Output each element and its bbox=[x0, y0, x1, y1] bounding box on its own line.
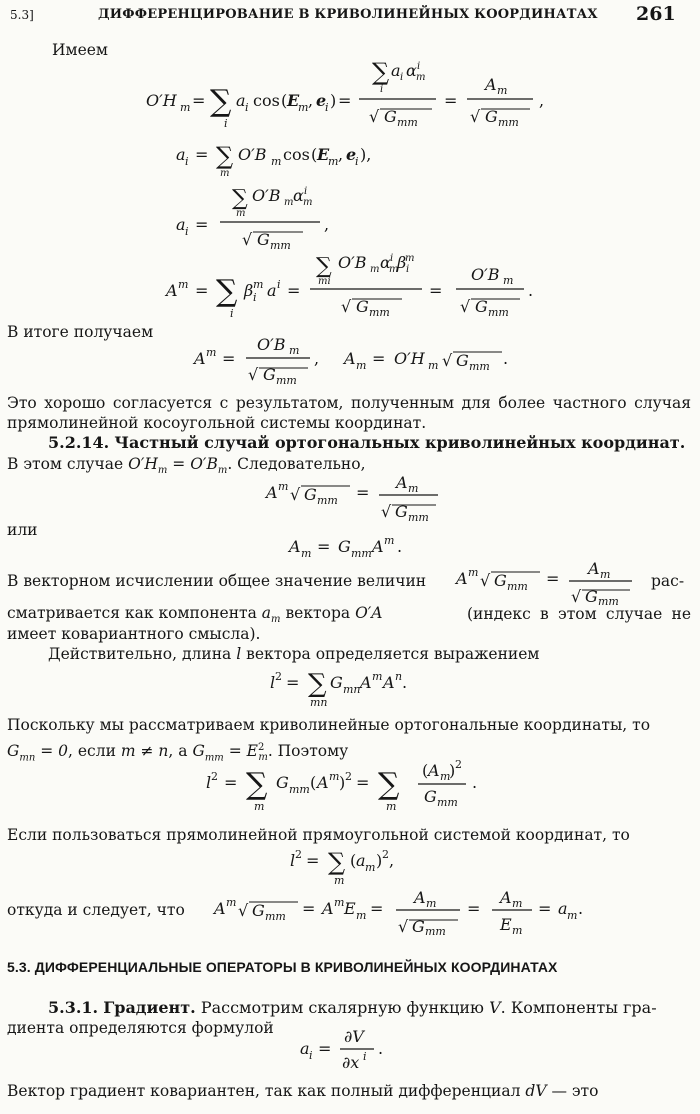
svg-text:i: i bbox=[185, 225, 189, 238]
svg-text:mm: mm bbox=[351, 547, 372, 560]
paragraph-eto-horosho: Это хорошо согласуется с результатом, полученным для более частного случая прямолинейной косоугольной системы координат. bbox=[7, 394, 691, 432]
svg-text:∑: ∑ bbox=[210, 84, 232, 119]
svg-text:=: = bbox=[224, 773, 238, 792]
svg-text:i: i bbox=[230, 307, 234, 320]
svg-text:m: m bbox=[386, 800, 397, 813]
svg-text:,: , bbox=[324, 215, 330, 234]
svg-text:√: √ bbox=[460, 297, 471, 316]
svg-text:A: A bbox=[500, 888, 512, 907]
svg-text:mm: mm bbox=[397, 116, 418, 129]
svg-text:m: m bbox=[356, 359, 367, 372]
svg-text:A: A bbox=[360, 673, 372, 692]
svg-text:mm: mm bbox=[488, 306, 509, 319]
svg-text:E: E bbox=[317, 145, 330, 164]
svg-text:e: e bbox=[316, 91, 327, 110]
inline-equation-vektornom bbox=[452, 556, 648, 606]
svg-text:,: , bbox=[539, 91, 545, 110]
svg-text:2: 2 bbox=[455, 758, 462, 771]
svg-text:m: m bbox=[405, 253, 415, 264]
text-v-vektornom: В векторном исчислении общее значение величин bbox=[7, 572, 427, 590]
svg-text:mm: mm bbox=[270, 239, 291, 252]
svg-text:i: i bbox=[309, 1049, 313, 1062]
svg-text:m: m bbox=[334, 874, 345, 887]
svg-text:G: G bbox=[356, 297, 369, 316]
svg-text:mm: mm bbox=[317, 494, 338, 507]
svg-text:cos: cos bbox=[283, 145, 310, 164]
svg-text:l: l bbox=[206, 773, 212, 792]
svg-text:A: A bbox=[322, 899, 334, 918]
text-vektor-gradient: Вектор градиент ковариантен, так как полный дифференциал bbox=[7, 1082, 521, 1100]
svg-text:A: A bbox=[383, 673, 395, 692]
equation-l-squared bbox=[262, 662, 422, 710]
svg-text:a: a bbox=[176, 215, 186, 234]
svg-text:m: m bbox=[468, 566, 479, 579]
svg-text:,: , bbox=[314, 349, 320, 368]
svg-text:m: m bbox=[408, 482, 419, 495]
text-eto: — это bbox=[551, 1082, 599, 1100]
text-vektora-opr: вектора определяется выражением bbox=[246, 645, 540, 663]
svg-text:A: A bbox=[289, 537, 301, 556]
svg-text:∑: ∑ bbox=[372, 58, 390, 86]
svg-text:=: = bbox=[338, 91, 352, 110]
text-vektor-gradient-line: Вектор градиент ковариантен, так как полный дифференциал dV — это bbox=[7, 1082, 599, 1100]
equation-result bbox=[190, 338, 520, 388]
section-heading-5-3: 5.3. ДИФФЕРЕНЦИАЛЬНЫЕ ОПЕРАТОРЫ В КРИВОЛИНЕЙНЫХ КООРДИНАТАХ bbox=[7, 959, 558, 975]
svg-text:m: m bbox=[278, 480, 289, 493]
svg-text:G: G bbox=[304, 485, 317, 504]
svg-text:m: m bbox=[254, 800, 265, 813]
svg-text:G: G bbox=[330, 673, 343, 692]
text-a: , а bbox=[168, 742, 188, 761]
svg-text:=: = bbox=[318, 1039, 332, 1058]
svg-text:mm: mm bbox=[276, 374, 297, 387]
svg-text:E: E bbox=[344, 899, 356, 918]
equation-amgmm bbox=[262, 474, 452, 524]
subsection-heading-5-3-1-line: 5.3.1. Градиент. Рассмотрим скалярную функцию V. Компоненты гра- bbox=[48, 998, 657, 1017]
svg-text:=: = bbox=[195, 145, 209, 164]
svg-text:,: , bbox=[308, 91, 314, 110]
svg-text:α: α bbox=[293, 186, 304, 205]
text-deystvitelno-line: Действительно, длина l вектора определяется выражением bbox=[48, 645, 540, 663]
svg-text:A: A bbox=[317, 773, 329, 792]
text-ili: или bbox=[7, 521, 38, 539]
subsection-number: 5.2.14. bbox=[48, 433, 110, 452]
svg-text:m: m bbox=[329, 770, 340, 783]
svg-text:.: . bbox=[578, 899, 584, 918]
svg-text:=: = bbox=[302, 899, 316, 918]
svg-text:α: α bbox=[380, 253, 391, 272]
svg-text:∑: ∑ bbox=[216, 142, 234, 170]
svg-text:cos: cos bbox=[253, 91, 280, 110]
svg-text:=: = bbox=[317, 537, 331, 556]
svg-text:m: m bbox=[416, 72, 426, 83]
subsection-title: Частный случай ортогональных криволинейных координат. bbox=[114, 433, 686, 452]
svg-text:.: . bbox=[472, 773, 478, 792]
svg-text:E: E bbox=[287, 91, 300, 110]
svg-text:G: G bbox=[424, 787, 437, 806]
svg-text:m: m bbox=[180, 101, 191, 114]
svg-text:=: = bbox=[429, 281, 443, 300]
svg-text:a: a bbox=[176, 145, 186, 164]
svg-text:): ) bbox=[339, 773, 346, 792]
svg-text:A: A bbox=[396, 474, 408, 492]
header-section-ref: 5.3] bbox=[10, 8, 34, 22]
svg-text:O′B: O′B bbox=[471, 265, 500, 284]
equation-l-squared-sum bbox=[200, 758, 500, 818]
svg-text:=: = bbox=[372, 349, 386, 368]
svg-text:m: m bbox=[426, 897, 437, 910]
text-v-itoge: В итоге получаем bbox=[7, 323, 154, 341]
text-imeem: Имеем bbox=[52, 41, 108, 59]
svg-text:∑: ∑ bbox=[232, 186, 248, 211]
svg-text:√: √ bbox=[480, 571, 491, 590]
svg-text:A: A bbox=[456, 569, 468, 588]
svg-text:=: = bbox=[195, 281, 209, 300]
text-v-etom-sluchae: В этом случае bbox=[7, 455, 124, 473]
svg-text:m: m bbox=[284, 197, 294, 208]
svg-text:m: m bbox=[226, 896, 237, 909]
svg-text:a: a bbox=[558, 899, 568, 918]
svg-text:(: ( bbox=[350, 851, 357, 870]
svg-text:m: m bbox=[334, 896, 345, 909]
svg-text:i: i bbox=[417, 61, 421, 72]
svg-text:=: = bbox=[444, 91, 458, 110]
svg-text:.: . bbox=[503, 349, 509, 368]
svg-text:√: √ bbox=[238, 901, 249, 920]
svg-text:a: a bbox=[356, 851, 366, 870]
svg-text:mm: mm bbox=[425, 925, 446, 936]
svg-text:A: A bbox=[428, 761, 440, 780]
svg-text:m: m bbox=[497, 84, 508, 97]
svg-text:m: m bbox=[384, 534, 395, 547]
equation-final bbox=[210, 884, 590, 936]
svg-text:m: m bbox=[428, 359, 439, 372]
svg-text:i: i bbox=[253, 291, 257, 304]
svg-text:G: G bbox=[456, 351, 469, 370]
equation-block-components bbox=[140, 58, 600, 320]
svg-text:i: i bbox=[304, 186, 308, 197]
text-rassmotrim: Рассмотрим скалярную функцию bbox=[200, 998, 484, 1017]
svg-text:i: i bbox=[224, 117, 228, 130]
svg-text:∑: ∑ bbox=[378, 767, 400, 802]
text-deystvitelno: Действительно, длина bbox=[48, 645, 232, 663]
svg-text:m: m bbox=[503, 274, 514, 287]
svg-text:m: m bbox=[271, 155, 282, 168]
svg-text:=: = bbox=[222, 349, 236, 368]
svg-text:m: m bbox=[600, 568, 611, 581]
svg-text:E: E bbox=[500, 915, 512, 934]
text-indeks: (индекс в этом случае не имеет ковариантного смысла). bbox=[7, 605, 691, 643]
svg-text:m: m bbox=[567, 909, 578, 922]
svg-text:=: = bbox=[356, 483, 370, 502]
svg-text:m: m bbox=[370, 264, 380, 275]
subsection-heading-5-2-14 bbox=[48, 433, 685, 452]
svg-text:G: G bbox=[384, 107, 397, 126]
svg-text:√: √ bbox=[442, 351, 453, 370]
svg-text:i: i bbox=[400, 72, 404, 83]
svg-text:m: m bbox=[289, 344, 300, 357]
svg-text:2: 2 bbox=[211, 770, 218, 783]
svg-text:mn: mn bbox=[310, 696, 328, 709]
svg-text:mm: mm bbox=[437, 796, 458, 809]
subsection-5-3-1-title: Градиент. bbox=[103, 998, 196, 1017]
svg-text:mm: mm bbox=[265, 910, 286, 923]
svg-text:∑: ∑ bbox=[328, 848, 346, 876]
svg-text:=: = bbox=[356, 773, 370, 792]
svg-text:G: G bbox=[475, 297, 488, 316]
svg-text:∑: ∑ bbox=[216, 274, 238, 309]
svg-text:G: G bbox=[276, 773, 289, 792]
page-number: 261 bbox=[636, 3, 676, 25]
svg-text:G: G bbox=[485, 107, 498, 126]
svg-text:n: n bbox=[395, 670, 403, 683]
svg-text:m: m bbox=[512, 897, 523, 910]
svg-text:√: √ bbox=[290, 485, 301, 504]
svg-text:i: i bbox=[325, 101, 329, 114]
text-vektora: вектора bbox=[285, 604, 351, 622]
svg-text:.: . bbox=[528, 281, 534, 300]
svg-text:O′H: O′H bbox=[394, 349, 425, 368]
svg-text:β: β bbox=[397, 253, 407, 272]
text-esli-polzovatsya: Если пользоваться прямолинейной прямоугольной системой координат, то bbox=[7, 826, 630, 844]
svg-text:l: l bbox=[290, 851, 296, 870]
svg-text:): ) bbox=[330, 91, 337, 110]
svg-text:=: = bbox=[467, 899, 481, 918]
svg-text:m: m bbox=[372, 670, 383, 683]
svg-text:O′B: O′B bbox=[252, 186, 281, 205]
svg-text:=: = bbox=[286, 673, 300, 692]
svg-text:): ) bbox=[449, 761, 456, 780]
svg-text:2: 2 bbox=[295, 848, 302, 861]
inline-eq-oh: O′H bbox=[128, 455, 158, 473]
svg-text:G: G bbox=[585, 587, 598, 606]
text-v-etom-sluchae-line: В этом случае $O'H_m = O'B_m$. Следовательно, bbox=[7, 455, 366, 477]
svg-text:A: A bbox=[214, 899, 226, 918]
svg-text:G: G bbox=[494, 571, 507, 590]
svg-text:√: √ bbox=[470, 107, 481, 126]
svg-text:mm: mm bbox=[507, 580, 528, 593]
subsection-5-3-1-number: 5.3.1. bbox=[48, 998, 99, 1017]
svg-text:O′B: O′B bbox=[338, 253, 367, 272]
svg-text:(: ( bbox=[281, 91, 288, 110]
svg-text:A: A bbox=[166, 281, 178, 300]
svg-text:m: m bbox=[365, 861, 376, 874]
text-esli: , если bbox=[68, 742, 116, 761]
svg-text:m: m bbox=[220, 168, 230, 179]
svg-text:(: ( bbox=[311, 145, 318, 164]
svg-text:,: , bbox=[389, 851, 395, 870]
svg-text:a: a bbox=[391, 61, 401, 80]
text-smatrivaetsya: сматривается как компонента bbox=[7, 604, 257, 622]
svg-text:O′H: O′H bbox=[146, 91, 177, 110]
svg-text:a: a bbox=[236, 91, 246, 110]
svg-text:): ) bbox=[376, 851, 383, 870]
text-gmn-line: $G_{mn} = 0$, если m ≠ n, а $G_{mm} = E^2_m$. Поэтому bbox=[7, 742, 349, 764]
svg-text:√: √ bbox=[248, 365, 259, 384]
svg-text:i: i bbox=[355, 155, 359, 168]
svg-text:=: = bbox=[192, 91, 206, 110]
svg-text:=: = bbox=[306, 851, 320, 870]
svg-text:m: m bbox=[389, 264, 399, 275]
svg-text:(: ( bbox=[310, 773, 317, 792]
text-poetomu: . Поэтому bbox=[267, 742, 349, 761]
svg-text:2: 2 bbox=[345, 770, 352, 783]
svg-text:m: m bbox=[253, 278, 264, 291]
svg-text:A: A bbox=[485, 75, 497, 94]
svg-text:=: = bbox=[546, 569, 560, 588]
svg-text:m: m bbox=[178, 278, 189, 291]
svg-text:m: m bbox=[512, 924, 523, 936]
svg-text:mm: mm bbox=[408, 511, 429, 524]
svg-text:mm: mm bbox=[469, 360, 490, 373]
svg-text:m: m bbox=[236, 208, 246, 219]
svg-text:i: i bbox=[277, 278, 281, 291]
svg-text:mm: mm bbox=[598, 595, 619, 606]
svg-text:a: a bbox=[267, 281, 277, 300]
svg-text:,: , bbox=[338, 145, 344, 164]
svg-text:mn: mn bbox=[343, 683, 361, 696]
svg-text:=: = bbox=[538, 899, 552, 918]
svg-text:√: √ bbox=[381, 502, 392, 521]
svg-text:=: = bbox=[370, 899, 384, 918]
svg-text:√: √ bbox=[341, 297, 352, 316]
svg-text:i: i bbox=[245, 101, 249, 114]
text-poskolku: Поскольку мы рассматриваем криволинейные ортогональные координаты, то bbox=[7, 716, 651, 734]
svg-text:G: G bbox=[412, 917, 425, 936]
text-sledovatelno: . Следовательно, bbox=[227, 455, 366, 473]
svg-text:i: i bbox=[380, 84, 384, 95]
svg-text:.: . bbox=[378, 1039, 384, 1058]
svg-text:∂x: ∂x bbox=[342, 1053, 360, 1072]
svg-text:m: m bbox=[356, 909, 367, 922]
text-smatrivaetsya-line: сматривается как компонента $a_m$ вектора O′A bbox=[7, 604, 383, 626]
svg-text:m: m bbox=[440, 770, 451, 783]
svg-text:∑: ∑ bbox=[308, 669, 327, 699]
svg-text:(: ( bbox=[422, 761, 429, 780]
svg-text:A: A bbox=[588, 559, 600, 578]
svg-text:mi: mi bbox=[318, 276, 331, 287]
svg-text:A: A bbox=[194, 349, 206, 368]
svg-text:∑: ∑ bbox=[246, 767, 268, 802]
svg-text:m: m bbox=[298, 101, 309, 114]
svg-text:α: α bbox=[406, 61, 417, 80]
svg-text:mm: mm bbox=[369, 306, 390, 319]
svg-text:2: 2 bbox=[275, 670, 282, 683]
svg-text:m: m bbox=[328, 155, 339, 168]
svg-text:√: √ bbox=[571, 587, 582, 606]
svg-text:i: i bbox=[185, 155, 189, 168]
text-dienta: диента определяются формулой bbox=[7, 1019, 274, 1037]
svg-text:√: √ bbox=[398, 917, 409, 936]
svg-text:.: . bbox=[397, 537, 403, 556]
svg-text:O′B: O′B bbox=[238, 145, 267, 164]
svg-text:e: e bbox=[346, 145, 357, 164]
svg-text:G: G bbox=[257, 230, 270, 249]
svg-text:i: i bbox=[390, 253, 394, 264]
svg-text:a: a bbox=[300, 1039, 310, 1058]
svg-text:∑: ∑ bbox=[316, 254, 332, 279]
inline-eq-ob: = O′B bbox=[167, 455, 218, 473]
svg-text:),: ), bbox=[360, 145, 372, 164]
svg-text:G: G bbox=[263, 365, 276, 384]
svg-text:G: G bbox=[338, 537, 351, 556]
svg-text:A: A bbox=[344, 349, 356, 368]
equation-am-gmm-am bbox=[285, 530, 425, 562]
svg-text:mm: mm bbox=[498, 116, 519, 129]
svg-text:i: i bbox=[406, 264, 410, 275]
svg-text:√: √ bbox=[242, 230, 253, 249]
svg-text:m: m bbox=[301, 547, 312, 560]
equation-gradient bbox=[296, 1026, 396, 1076]
svg-text:mm: mm bbox=[289, 783, 310, 796]
svg-text:.: . bbox=[402, 673, 408, 692]
text-ras: рас- bbox=[651, 572, 685, 590]
svg-text:O′B: O′B bbox=[257, 338, 286, 354]
svg-text:l: l bbox=[270, 673, 276, 692]
svg-text:G: G bbox=[395, 502, 408, 521]
svg-text:m: m bbox=[303, 197, 313, 208]
svg-text:√: √ bbox=[369, 107, 380, 126]
svg-text:i: i bbox=[363, 1050, 367, 1063]
svg-text:=: = bbox=[195, 215, 209, 234]
text-komponenty: . Компоненты гра- bbox=[500, 998, 657, 1017]
header-chapter-title: ДИФФЕРЕНЦИРОВАНИЕ В КРИВОЛИНЕЙНЫХ КООРДИНАТАХ bbox=[98, 7, 598, 22]
svg-text:2: 2 bbox=[382, 848, 389, 861]
svg-text:∂V: ∂V bbox=[344, 1027, 364, 1046]
text-otkuda: откуда и следует, что bbox=[7, 901, 185, 919]
svg-text:A: A bbox=[372, 537, 384, 556]
svg-text:m: m bbox=[206, 346, 217, 359]
svg-text:G: G bbox=[252, 901, 265, 920]
svg-text:A: A bbox=[266, 483, 278, 502]
svg-text:A: A bbox=[414, 888, 426, 907]
svg-text:=: = bbox=[287, 281, 301, 300]
svg-text:β: β bbox=[244, 281, 254, 300]
